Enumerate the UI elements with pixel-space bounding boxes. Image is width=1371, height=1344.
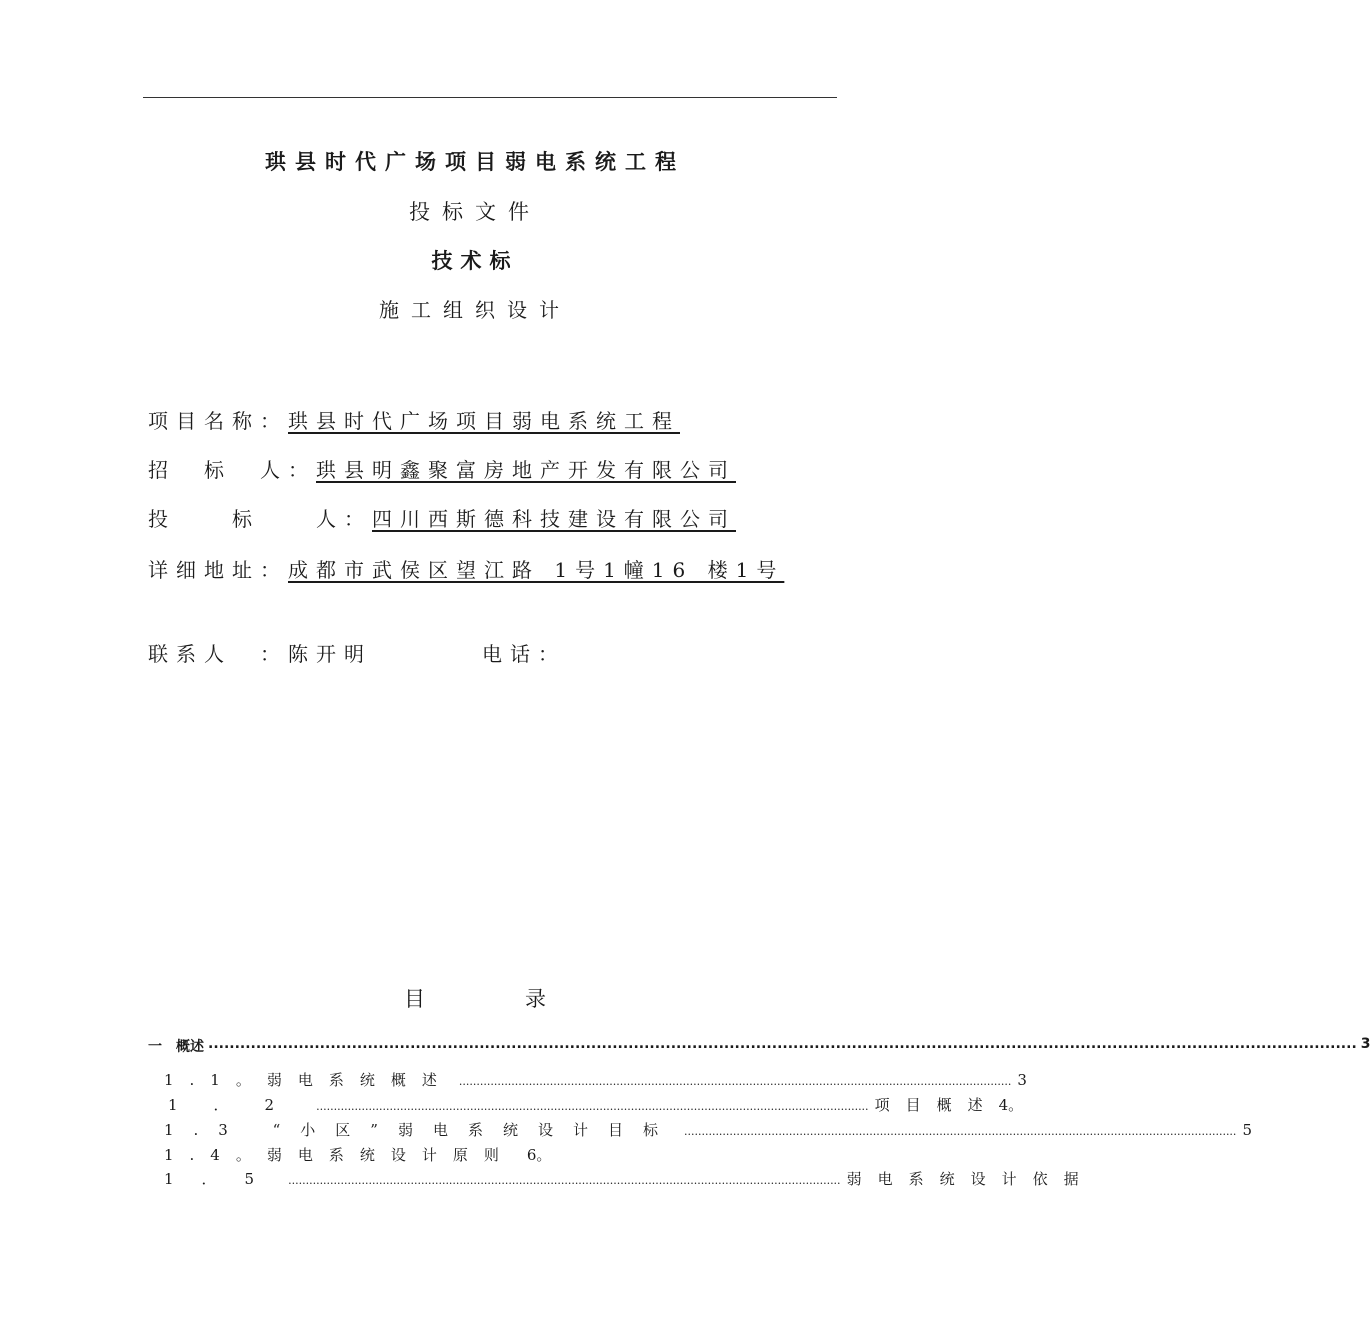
- toc-leader-dots: ..............................................................................................................................................................: [458, 1075, 1012, 1088]
- toc-title-right: 录: [525, 987, 546, 1011]
- toc-entry-1-5[interactable]: [164, 1168, 1095, 1189]
- toc-entry-page: 6。: [526, 1146, 552, 1164]
- toc-entry-label: 1．5: [164, 1170, 283, 1188]
- header-rule: [143, 97, 837, 98]
- toc-entry-label: 1.4。弱电系统设计原则: [164, 1146, 515, 1164]
- toc-leader-dots: ..............................................................................................................................................................: [683, 1125, 1237, 1138]
- toc-leader-dots: ..............................................................................................................................................................: [316, 1100, 869, 1113]
- toc-entry-page: 3: [1360, 1036, 1371, 1052]
- address-row: [148, 552, 838, 588]
- toc-title: [0, 983, 950, 1013]
- phone-label: 电话：: [482, 642, 566, 666]
- contact-label: 联系人 ：: [148, 642, 288, 666]
- toc-entry-1-2[interactable]: [168, 1094, 1024, 1115]
- address-label: 详细地址：: [148, 558, 288, 582]
- toc-entry-overview[interactable]: [148, 1036, 1371, 1056]
- project-name-value: 珙县时代广场项目弱电系统工程: [288, 409, 680, 433]
- bidder-label: 投 标 人：: [148, 507, 372, 531]
- toc-entry-1-4[interactable]: [164, 1144, 830, 1165]
- tenderee-value: 珙县明鑫聚富房地产开发有限公司: [316, 458, 736, 482]
- toc-entry-right-label: 项目概述: [874, 1096, 999, 1114]
- cover-subtitle-technical-bid: 技术标: [431, 249, 519, 273]
- toc-entry-label: 1.1。弱电系统概述: [164, 1071, 453, 1089]
- cover-subtitle-bid-document: 投标文件: [409, 200, 541, 224]
- toc-leader-dots: ........................................................................................................................................................................................................................: [208, 1036, 1357, 1052]
- tenderee-row: [148, 454, 736, 483]
- toc-entry-label: 1．2: [168, 1096, 311, 1114]
- toc-title-left: 目: [404, 987, 425, 1011]
- project-name-row: [148, 405, 680, 434]
- contact-row: [148, 638, 566, 667]
- toc-leader-dots: ..............................................................................................................................................................: [288, 1174, 841, 1187]
- bidder-value: 四川西斯德科技建设有限公司: [372, 507, 736, 531]
- project-name-label: 项目名称：: [148, 409, 288, 433]
- cover-subtitle-construction-design: 施工组织设计: [379, 298, 571, 322]
- bidder-row: [148, 503, 736, 532]
- toc-entry-1-1[interactable]: [164, 1069, 1027, 1090]
- tenderee-label: 招 标 人：: [148, 458, 316, 482]
- toc-entry-label: 1.3 “小区”弱电系统设计目标: [164, 1121, 678, 1139]
- toc-entry-1-3[interactable]: [164, 1119, 1252, 1140]
- toc-entry-right-label: 弱电系统设计依据: [846, 1170, 1095, 1188]
- cover-title: 珙县时代广场项目弱电系统工程: [265, 150, 685, 174]
- toc-entry-page: 3: [1017, 1071, 1027, 1089]
- toc-entry-page: 4。: [998, 1096, 1024, 1114]
- toc-entry-label: 一 概述: [148, 1039, 204, 1055]
- address-value: 成都市武侯区望江路 1号1幢16 楼1号: [288, 558, 785, 582]
- contact-value: 陈开明: [288, 642, 372, 666]
- toc-entry-page: 5: [1242, 1121, 1252, 1139]
